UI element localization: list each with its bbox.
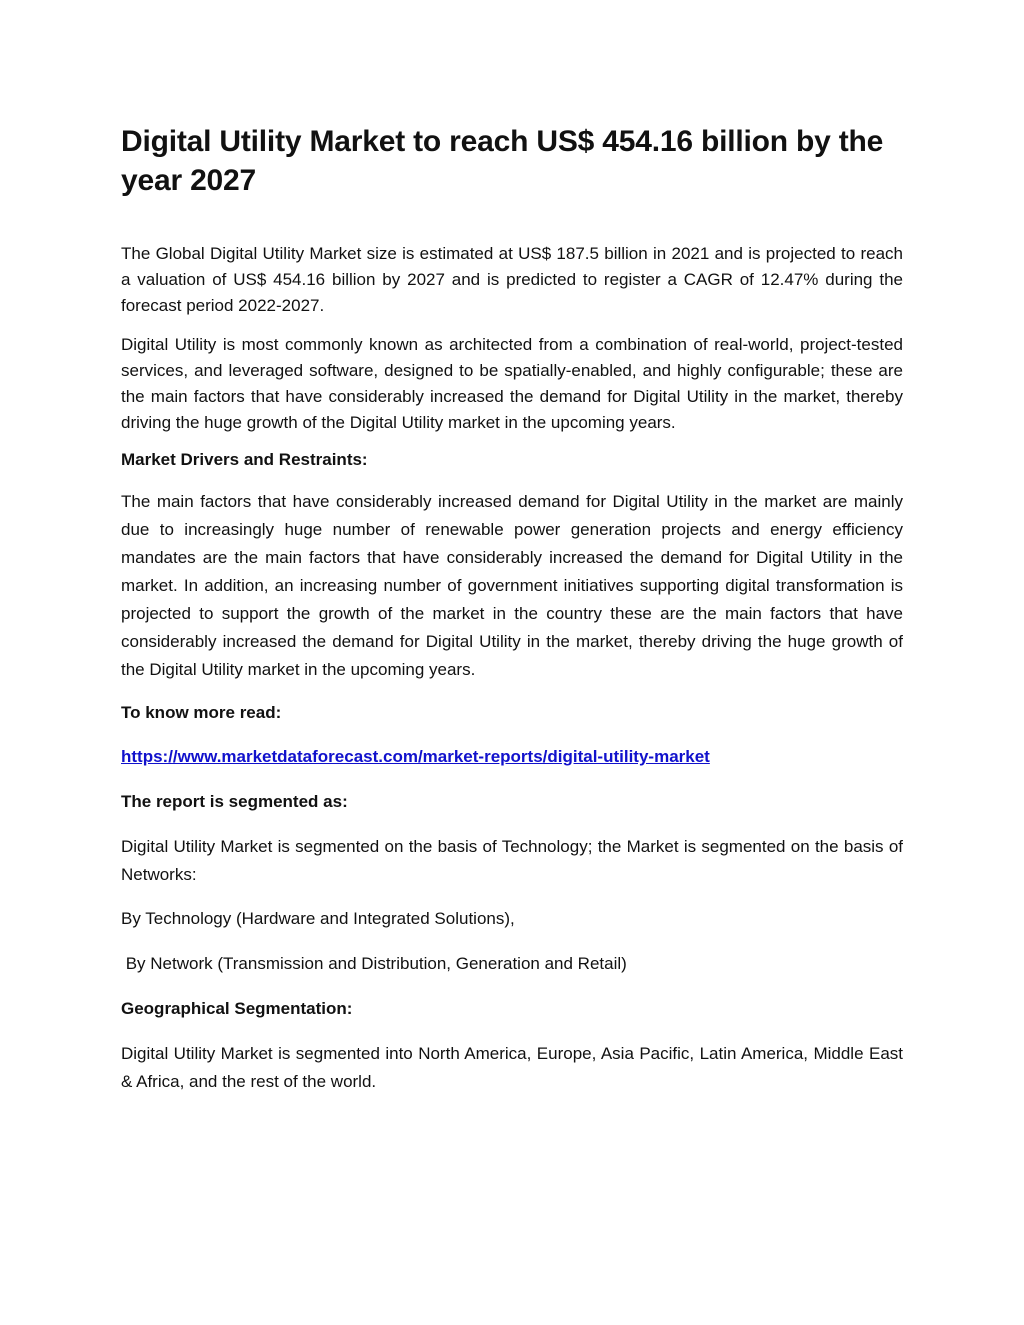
by-technology-text: By Technology (Hardware and Integrated Solutions), — [121, 909, 515, 928]
drivers-heading: Market Drivers and Restraints: — [121, 450, 368, 469]
by-network-text: By Network (Transmission and Distribution, Generation and Retail) — [121, 954, 627, 973]
document-title: Digital Utility Market to reach US$ 454.16 billion by the year 2027 — [121, 125, 884, 197]
report-heading: The report is segmented as: — [121, 792, 348, 811]
report-link[interactable]: https://www.marketdataforecast.com/market-reports/digital-utility-market — [121, 747, 710, 766]
link-line — [121, 744, 903, 771]
geo-heading: Geographical Segmentation: — [121, 999, 353, 1018]
description-paragraph: Digital Utility is most commonly known as architected from a combination of real-world, project-tested services, and leveraged software, designed to be spatially-enabled, and highly configurable; these are the main factors that have considerably increased the demand for Digital Utility in the market, thereby driving the huge growth of the Digital Utility market in the upcoming years. — [121, 335, 903, 432]
drivers-paragraph: The main factors that have considerably increased demand for Digital Utility in the market are mainly due to increasingly huge number of renewable power generation projects and energy efficiency mandates are the main factors that have considerably increased the demand for Digital Utility in the market. In addition, an increasing number of government initiatives supporting digital transformation is projected to support the growth of the market in the country these are the main factors that have considerably increased the demand for Digital Utility in the market, thereby driving the huge growth of the Digital Utility market in the upcoming years. — [121, 492, 903, 679]
intro-paragraph: The Global Digital Utility Market size is estimated at US$ 187.5 billion in 2021 and is projected to reach a valuation of US$ 454.16 billion by 2027 and is predicted to register a CAGR of 12.47% during the forecast period 2022-2027. — [121, 244, 903, 315]
geo-paragraph: Digital Utility Market is segmented into North America, Europe, Asia Pacific, Latin America, Middle East & Africa, and the rest of the world. — [121, 1044, 903, 1091]
know-more-heading: To know more read: — [121, 703, 282, 722]
report-paragraph: Digital Utility Market is segmented on the basis of Technology; the Market is segmented on the basis of Networks: — [121, 837, 903, 884]
document-page — [121, 122, 903, 1096]
